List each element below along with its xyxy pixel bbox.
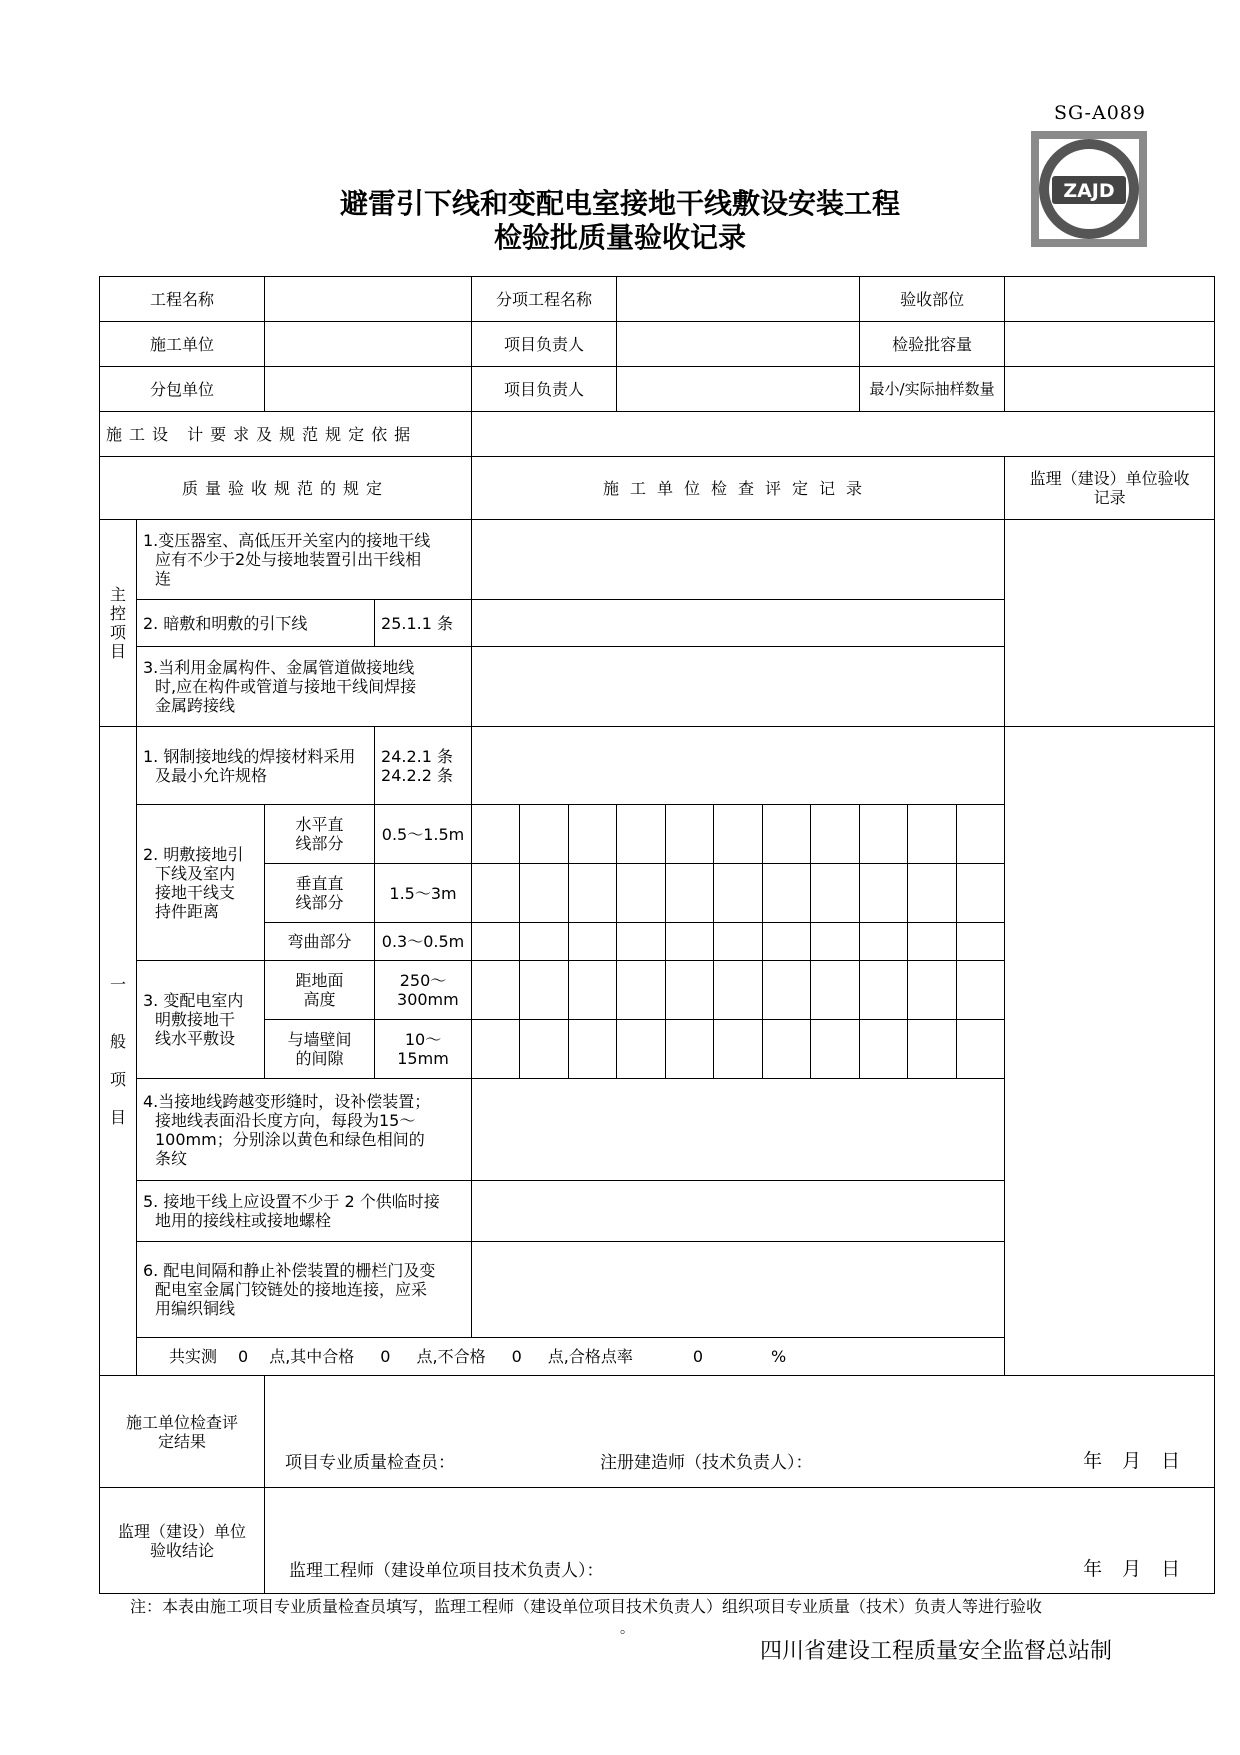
measure-cell[interactable] <box>666 1020 714 1079</box>
supervisor-result-label: 监理（建设）单位验收结论 <box>100 1488 265 1594</box>
summary-row <box>137 1338 1215 1376</box>
measure-cell[interactable] <box>666 805 714 864</box>
measure-cell[interactable] <box>714 961 763 1020</box>
sub-project-name-label: 分项工程名称 <box>472 277 617 322</box>
measure-cell[interactable] <box>569 923 617 961</box>
acceptance-part-label: 验收部位 <box>860 277 1005 322</box>
construction-result-label: 施工单位检查评定结果 <box>100 1376 265 1488</box>
measure-cell[interactable] <box>957 961 1005 1020</box>
measure-cell[interactable] <box>763 961 811 1020</box>
design-basis-label: 施工设 计要求及规范规定依据 <box>100 412 472 457</box>
measure-cell[interactable] <box>520 1020 569 1079</box>
subcontract-unit-field[interactable] <box>265 367 472 412</box>
measure-cell[interactable] <box>617 923 666 961</box>
project-name-label: 工程名称 <box>100 277 265 322</box>
general-item-6-record[interactable] <box>472 1242 1005 1338</box>
measure-cell[interactable] <box>811 864 860 923</box>
general-item-2-value-2: 1.5～3m <box>375 864 472 923</box>
general-item-3-value-1: 250～300mm <box>375 961 472 1020</box>
measure-cell[interactable] <box>472 961 520 1020</box>
measure-cell[interactable] <box>617 864 666 923</box>
registered-builder-label: 注册建造师（技术负责人）： <box>600 1453 813 1473</box>
general-item-2-sub-3: 弯曲部分 <box>265 923 375 961</box>
general-item-4-text: 4.当接地线跨越变形缝时，设补偿装置；接地线表面沿长度方向，每段为15～100mm；分别涂以黄色和绿色相间的条纹 <box>137 1079 472 1181</box>
summary-fail: 0 <box>511 1347 522 1366</box>
measure-cell[interactable] <box>472 864 520 923</box>
measure-cell[interactable] <box>569 805 617 864</box>
project-manager-field-2[interactable] <box>617 367 860 412</box>
general-item-2-sub-1: 水平直线部分 <box>265 805 375 864</box>
footnote-end: 。 <box>620 1621 634 1637</box>
summary-percent: % <box>771 1347 787 1366</box>
measure-cell[interactable] <box>666 864 714 923</box>
general-item-4-record[interactable] <box>472 1079 1005 1181</box>
main-control-char: 目 <box>109 642 126 661</box>
measure-cell[interactable] <box>666 961 714 1020</box>
measure-cell[interactable] <box>908 1020 957 1079</box>
measure-cell[interactable] <box>811 961 860 1020</box>
general-item-5-text: 5. 接地干线上应设置不少于 2 个供临时接地用的接线柱或接地螺栓 <box>137 1181 472 1242</box>
measure-cell[interactable] <box>714 1020 763 1079</box>
measure-cell[interactable] <box>472 805 520 864</box>
measure-cell[interactable] <box>520 805 569 864</box>
supervisor-result-cell[interactable] <box>265 1488 1215 1594</box>
main-item-1-record[interactable] <box>472 520 1005 600</box>
measure-cell[interactable] <box>472 923 520 961</box>
main-control-char: 项 <box>109 623 126 642</box>
summary-pass: 0 <box>380 1347 391 1366</box>
summary-fail-label: 点,不合格 <box>416 1347 486 1366</box>
general-char: 般 <box>109 1032 126 1051</box>
measure-cell[interactable] <box>908 864 957 923</box>
general-item-2-text: 2. 明敷接地引下线及室内接地干线支持件距离 <box>137 805 265 961</box>
measure-cell[interactable] <box>860 961 908 1020</box>
measure-cell[interactable] <box>860 1020 908 1079</box>
main-control-label <box>100 520 137 727</box>
summary-pass-label: 点,其中合格 <box>269 1347 355 1366</box>
project-name-field[interactable] <box>265 277 472 322</box>
measure-cell[interactable] <box>957 1020 1005 1079</box>
supervisor-date-label: 年月日 <box>1083 1558 1201 1580</box>
measure-cell[interactable] <box>811 1020 860 1079</box>
general-item-2-sub-2: 垂直直线部分 <box>265 864 375 923</box>
general-item-3-text: 3. 变配电室内明敷接地干线水平敷设 <box>137 961 265 1079</box>
inspection-form-table <box>99 276 1215 1594</box>
measure-cell[interactable] <box>520 923 569 961</box>
measure-cell[interactable] <box>763 805 811 864</box>
measure-cell[interactable] <box>908 961 957 1020</box>
general-char: 一 <box>109 975 126 994</box>
general-item-1-record[interactable] <box>472 727 1005 805</box>
project-manager-label-1: 项目负责人 <box>472 322 617 367</box>
measure-cell[interactable] <box>957 864 1005 923</box>
main-item-2-record[interactable] <box>472 600 1005 647</box>
project-manager-label-2: 项目负责人 <box>472 367 617 412</box>
general-item-5-record[interactable] <box>472 1181 1005 1242</box>
main-control-char: 主 <box>109 585 126 604</box>
measure-cell[interactable] <box>908 805 957 864</box>
measure-cell[interactable] <box>860 864 908 923</box>
measure-cell[interactable] <box>763 923 811 961</box>
summary-rate-label: 点,合格点率 <box>547 1347 633 1366</box>
general-item-1-ref-2: 24.2.2 条 <box>381 765 453 785</box>
main-control-char: 控 <box>109 604 126 623</box>
title-line-1: 避雷引下线和变配电室接地干线敷设安装工程 <box>339 187 900 220</box>
summary-total: 0 <box>238 1347 249 1366</box>
main-item-1-text: 1.变压器室、高低压开关室内的接地干线应有不少于2处与接地装置引出干线相连 <box>137 520 472 600</box>
measure-cell[interactable] <box>860 805 908 864</box>
general-char: 项 <box>109 1070 126 1089</box>
main-control-supervisor-record[interactable] <box>1005 520 1215 727</box>
measure-cell[interactable] <box>617 805 666 864</box>
measure-cell[interactable] <box>617 1020 666 1079</box>
general-item-2-value-3: 0.3～0.5m <box>375 923 472 961</box>
check-record-column-header: 施工单位检查评定记录 <box>472 457 1005 520</box>
general-char: 目 <box>109 1108 126 1127</box>
general-label <box>100 727 137 1376</box>
zajd-logo-icon <box>1030 130 1148 248</box>
batch-capacity-label: 检验批容量 <box>860 322 1005 367</box>
measure-cell[interactable] <box>520 864 569 923</box>
title-line-2: 检验批质量验收记录 <box>493 221 746 254</box>
construction-unit-field[interactable] <box>265 322 472 367</box>
general-item-6-text: 6. 配电间隔和静止补偿装置的栅栏门及变配电室金属门铰链处的接地连接，应采用编织铜线 <box>137 1242 472 1338</box>
batch-capacity-field[interactable] <box>1005 322 1215 367</box>
general-item-1-refs <box>375 727 472 805</box>
measure-cell[interactable] <box>569 961 617 1020</box>
summary-total-label: 共实测 <box>169 1347 218 1366</box>
measure-cell[interactable] <box>811 805 860 864</box>
measure-cell[interactable] <box>957 923 1005 961</box>
general-item-3-value-2: 10～15mm <box>375 1020 472 1079</box>
spec-column-header: 质量验收规范的规定 <box>100 457 472 520</box>
measure-cell[interactable] <box>520 961 569 1020</box>
main-item-3-text: 3.当利用金属构件、金属管道做接地线时,应在构件或管道与接地干线间焊接金属跨接线 <box>137 647 472 727</box>
construction-unit-label: 施工单位 <box>100 322 265 367</box>
construction-result-cell[interactable] <box>265 1376 1215 1488</box>
form-code: SG-A089 <box>1054 102 1146 124</box>
logo-text: ZAJD <box>1063 180 1115 202</box>
measure-cell[interactable] <box>763 864 811 923</box>
measure-cell[interactable] <box>617 961 666 1020</box>
main-item-3-record[interactable] <box>472 647 1005 727</box>
measure-cell[interactable] <box>811 923 860 961</box>
measure-cell[interactable] <box>957 805 1005 864</box>
measure-cell[interactable] <box>860 923 908 961</box>
general-item-3-sub-2: 与墙壁间的间隙 <box>265 1020 375 1079</box>
sample-qty-field[interactable] <box>1005 367 1215 412</box>
acceptance-part-field[interactable] <box>1005 277 1215 322</box>
general-item-1-text: 1. 钢制接地线的焊接材料采用及最小允许规格 <box>137 727 375 805</box>
summary-rate: 0 <box>692 1347 704 1366</box>
measure-cell[interactable] <box>714 923 763 961</box>
issuing-authority: 四川省建设工程质量安全监督总站制 <box>760 1639 1113 1664</box>
project-manager-field-1[interactable] <box>617 322 860 367</box>
measure-cell[interactable] <box>763 1020 811 1079</box>
measure-cell[interactable] <box>666 923 714 961</box>
measure-cell[interactable] <box>714 805 763 864</box>
measure-cell[interactable] <box>908 923 957 961</box>
supervising-engineer-label: 监理工程师（建设单位项目技术负责人）： <box>289 1561 604 1581</box>
measure-cell[interactable] <box>569 864 617 923</box>
construction-date-label: 年月日 <box>1083 1450 1201 1472</box>
measure-cell[interactable] <box>472 1020 520 1079</box>
design-basis-field[interactable] <box>472 412 1215 457</box>
subcontract-unit-label: 分包单位 <box>100 367 265 412</box>
general-supervisor-record[interactable] <box>1005 727 1215 1376</box>
sub-project-name-field[interactable] <box>617 277 860 322</box>
main-item-2-ref: 25.1.1 条 <box>375 600 472 647</box>
quality-inspector-label: 项目专业质量检查员： <box>285 1453 456 1473</box>
measure-cell[interactable] <box>714 864 763 923</box>
general-item-1-ref-1: 24.2.1 条 <box>381 746 453 766</box>
general-item-2-value-1: 0.5～1.5m <box>375 805 472 864</box>
supervisor-column-header: 监理（建设）单位验收记录 <box>1005 457 1215 520</box>
footnote: 注：本表由施工项目专业质量检查员填写，监理工程师（建设单位项目技术负责人）组织项目专业质量（技术）负责人等进行验收 <box>130 1597 1043 1616</box>
main-item-2-text: 2. 暗敷和明敷的引下线 <box>137 600 375 647</box>
measure-cell[interactable] <box>569 1020 617 1079</box>
general-item-3-sub-1: 距地面高度 <box>265 961 375 1020</box>
sample-qty-label: 最小/实际抽样数量 <box>860 367 1005 412</box>
